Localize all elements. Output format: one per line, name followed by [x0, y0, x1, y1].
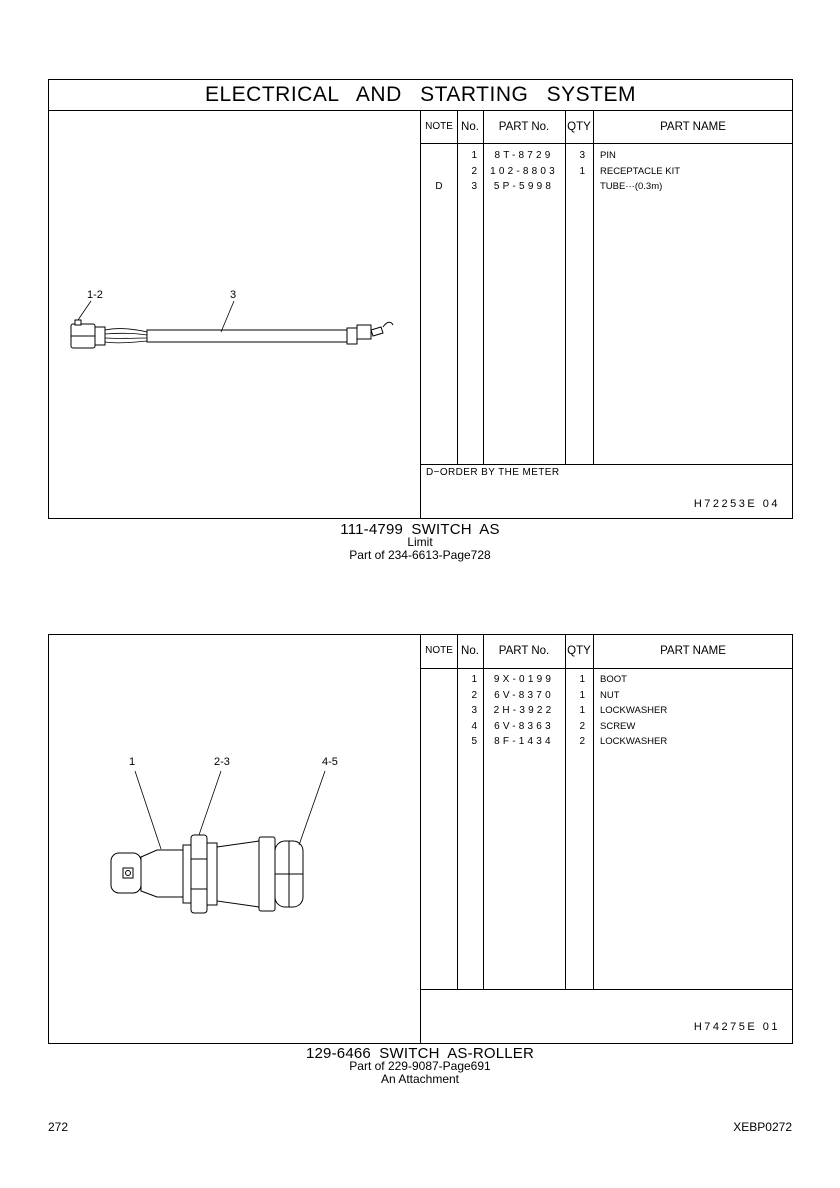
- row-no: 2: [471, 165, 477, 177]
- illustration-2: [49, 635, 420, 1043]
- leader-line-1: [135, 771, 161, 849]
- caption-sub-1b: Part of 234-6613-Page728: [349, 548, 491, 562]
- caption-sub-2b: An Attachment: [380, 1072, 460, 1086]
- parts-panel-1: [48, 79, 793, 519]
- row-qty: 1: [579, 689, 585, 701]
- row-no: 4: [471, 720, 477, 732]
- callout-4-5: 4-5: [322, 756, 338, 768]
- switch-body-drawing: [111, 835, 303, 913]
- row-no: 1: [471, 150, 477, 161]
- footnote: D−ORDER BY THE METER: [426, 467, 560, 478]
- roller-switch-illustration: [49, 635, 420, 1043]
- table-row: [421, 734, 792, 750]
- row-qty: 2: [579, 720, 585, 732]
- row-part-name: LOCKWASHER: [600, 736, 668, 747]
- connector-drawing: [71, 320, 105, 348]
- reference-code: H72253E 04: [693, 498, 780, 510]
- row-part-no: 102-8803: [490, 165, 558, 177]
- row-no: 5: [471, 736, 477, 747]
- row-part-no: 2H-3922: [493, 705, 555, 716]
- callout-3: 3: [230, 289, 237, 301]
- row-no: 1: [471, 674, 477, 685]
- page-number: 272: [48, 1120, 69, 1134]
- parts-table-1: [420, 111, 792, 519]
- header-qty: QTY: [567, 645, 591, 657]
- row-part-no: 6V-8370: [494, 689, 554, 701]
- callout-1-2: 1-2: [87, 289, 103, 301]
- header-no: No.: [461, 121, 479, 133]
- table-row: [421, 164, 792, 180]
- section-title: ELECTRICAL AND STARTING SYSTEM: [49, 80, 792, 111]
- parts-table-2: [420, 635, 792, 1043]
- row-no: 3: [471, 181, 477, 192]
- header-part-name: PART NAME: [660, 645, 726, 657]
- table-row: [421, 703, 792, 719]
- row-qty: 1: [579, 674, 585, 685]
- row-qty: 3: [579, 150, 585, 161]
- tube-drawing: [147, 330, 347, 342]
- leader-line-1-2: [78, 301, 91, 320]
- header-qty: QTY: [567, 121, 591, 133]
- caption-sub-2a: Part of 229-9087-Page691: [349, 1059, 491, 1073]
- leader-line-3: [221, 301, 234, 332]
- row-qty: 1: [579, 705, 585, 716]
- parts-panel-2: [48, 634, 793, 1044]
- limit-switch-illustration: [49, 111, 420, 519]
- row-part-name: TUBE···(0.3m): [600, 181, 663, 192]
- header-part-no: PART No.: [498, 645, 550, 657]
- row-part-no: 5P-5998: [493, 181, 555, 192]
- header-note: NOTE: [425, 645, 453, 656]
- wire-bundle: [105, 329, 147, 343]
- row-qty: 2: [579, 736, 585, 747]
- header-part-name: PART NAME: [660, 121, 726, 133]
- table-row: [421, 179, 792, 195]
- row-part-name: NUT: [600, 689, 620, 701]
- row-no: 3: [471, 705, 477, 716]
- row-note: D: [435, 181, 443, 192]
- row-no: 2: [471, 689, 477, 701]
- header-part-no: PART No.: [498, 121, 550, 133]
- row-part-no: 6V-8363: [494, 720, 554, 732]
- callout-1: 1: [129, 756, 136, 768]
- row-part-name: PIN: [600, 150, 616, 161]
- row-qty: 1: [579, 165, 585, 177]
- row-part-no: 8F-1434: [494, 736, 554, 747]
- terminal-end-drawing: [347, 322, 393, 344]
- row-part-no: 9X-0199: [493, 674, 555, 685]
- callout-2-3: 2-3: [214, 756, 230, 768]
- row-part-name: SCREW: [600, 720, 636, 732]
- leader-line-2-3: [199, 771, 221, 835]
- document-code: XEBP0272: [733, 1120, 792, 1134]
- illustration-1: [49, 111, 420, 519]
- table-row: [421, 672, 792, 688]
- header-note: NOTE: [425, 121, 453, 132]
- caption-title-2: 129-6466 SWITCH AS-ROLLER: [305, 1045, 535, 1062]
- table-row: [421, 148, 792, 164]
- reference-code: H74275E 01: [693, 1021, 780, 1033]
- table-row: [421, 688, 792, 704]
- caption-sub-1a: Limit: [407, 535, 433, 549]
- row-part-name: BOOT: [600, 674, 627, 685]
- header-no: No.: [461, 645, 479, 657]
- row-part-no: 8T-8729: [494, 150, 554, 161]
- leader-line-4-5: [299, 771, 325, 845]
- table-row: [421, 719, 792, 735]
- caption-title-1: 111-4799 SWITCH AS: [340, 521, 500, 538]
- row-part-name: RECEPTACLE KIT: [600, 165, 681, 177]
- row-part-name: LOCKWASHER: [600, 705, 668, 716]
